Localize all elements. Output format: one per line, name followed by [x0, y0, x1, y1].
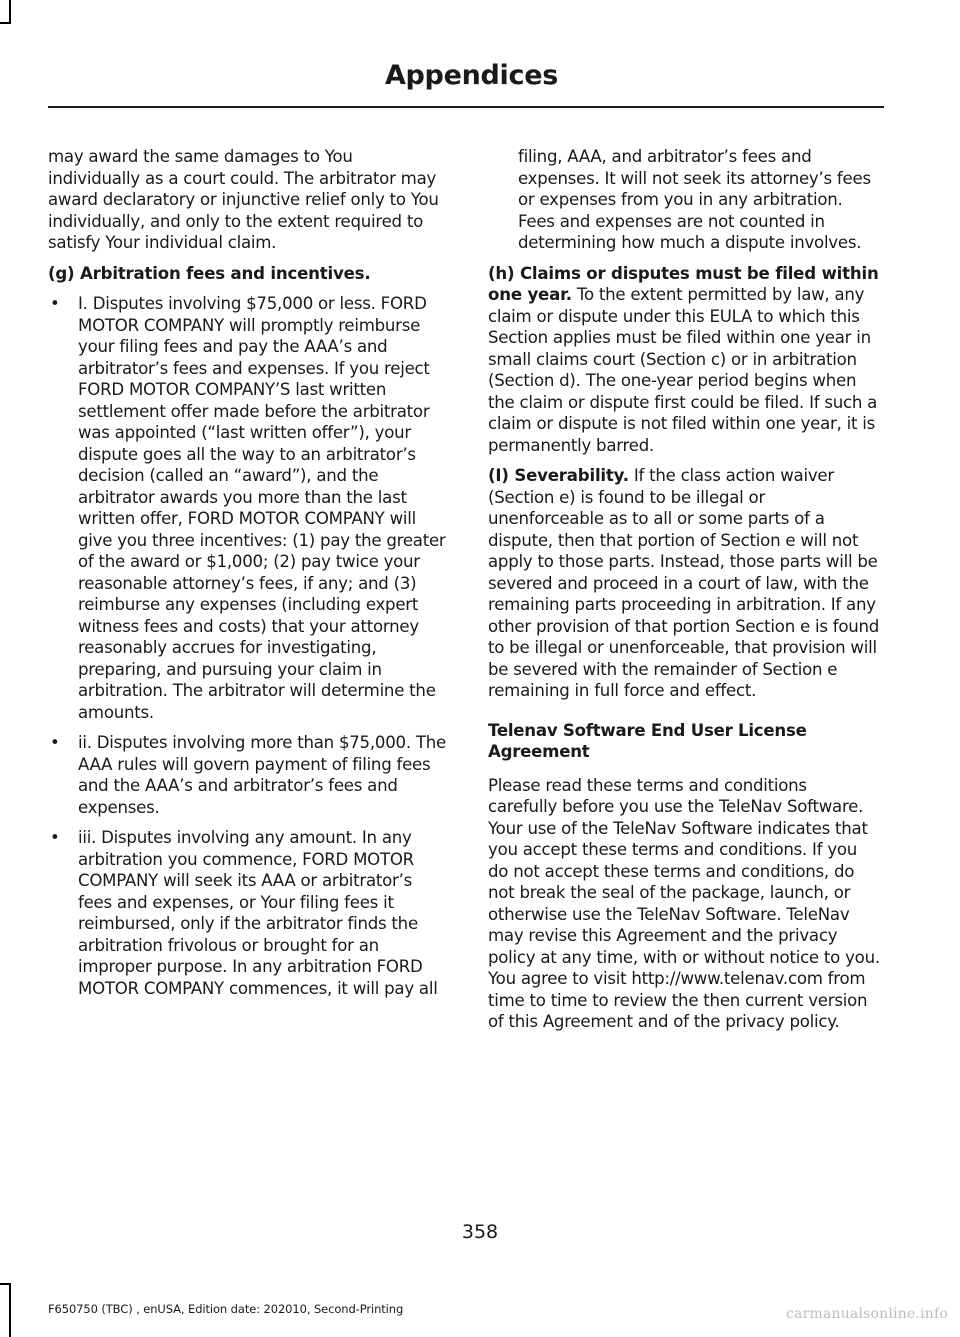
list-item — [48, 293, 446, 723]
bullet-marker: • — [50, 294, 60, 313]
crop-mark-bottom-left-vertical — [9, 1283, 11, 1337]
section-i-label: (I) Severability. — [488, 466, 629, 485]
crop-mark-top-left-vertical — [9, 0, 11, 22]
list-item-text: ii. Disputes involving more than $75,000. The AAA rules will govern payment of filing fees and the AAA’s and arbitrator’s fees and expenses. — [78, 733, 446, 817]
section-g-heading: (g) Arbitration fees and incentives. — [48, 263, 371, 283]
fee-bullet-list — [48, 293, 446, 999]
telenav-heading: Telenav Software End User License Agreement — [488, 720, 807, 761]
edition-footer: F650750 (TBC) , enUSA, Edition date: 202010, Second-Printing — [48, 1302, 404, 1316]
telenav-paragraph: Please read these terms and conditions carefully before you use the TeleNav Software. Your use of the TeleNav Software indicates that you accept these terms and conditions. If you do not accept these terms and conditions, do not break the seal of the package, launch, or otherwise use the TeleNav Software. TeleNav may revise this Agreement and the privacy policy at any time, with or without notice to you. You agree to visit http://www.telenav.com from time to time to review the then current version of this Agreement and of the privacy policy. — [488, 775, 880, 1031]
section-i-text: If the class action waiver (Section e) is found to be illegal or unenforceable as to all or some parts of a dispute, then that portion of Section e will not apply to those parts. Instead, those parts will be severed and proceed in a court of law, with the remaining parts proceeding in arbitration. If any other provision of that portion Section e is found to be illegal or unenforceable, that provision will be severed with the remainder of Section e remaining in full force and effect. — [488, 466, 880, 700]
list-item-text: I. Disputes involving $75,000 or less. FORD MOTOR COMPANY will promptly reimburse your filing fees and pay the AAA’s and arbitrator’s fees and expenses. If you reject FORD MOTOR COMPANY’S last written settlement offer made before the arbitrator was appointed (“last written offer”), your dispute goes all the way to an arbitrator’s decision (called an “award”), and the arbitrator awards you more than the last written offer, FORD MOTOR COMPANY will give you three incentives: (1) pay the greater of the award or $1,000; (2) pay twice your reasonable attorney’s fees, if any; and (3) reimburse any expenses (including expert witness fees and costs) that your attorney reasonably accrues for investigating, preparing, and pursuing your claim in arbitration. The arbitrator will determine the amounts. — [78, 294, 446, 722]
header-divider — [48, 106, 884, 108]
list-item — [48, 732, 446, 818]
bullet-marker: • — [50, 828, 60, 847]
list-item — [48, 827, 446, 999]
bullet-marker: • — [50, 733, 60, 752]
page-title: Appendices — [384, 60, 558, 91]
bullet-continuation: filing, AAA, and arbitrator’s fees and expenses. It will not seek its attorney’s fees or expenses from you in any arbitration. Fees and expenses are not counted in determining how much a dispute involves. — [518, 147, 871, 252]
intro-paragraph: may award the same damages to You individually as a court could. The arbitrator may award declaratory or injunctive relief only to You individually, and only to the extent required to satisfy Your individual claim. — [48, 147, 439, 252]
section-h-label: (h) Claims or disputes must be filed within one year. — [488, 263, 879, 304]
section-i-paragraph — [488, 465, 880, 702]
right-column — [488, 146, 880, 1042]
section-h-paragraph — [488, 263, 880, 457]
list-item-text: iii. Disputes involving any amount. In any arbitration you commence, FORD MOTOR COMPANY will seek its AAA or arbitrator’s fees and expenses, or Your filing fees it reimbursed, only if the arbitrator finds the arbitration frivolous or brought for an improper purpose. In any arbitration FORD MOTOR COMPANY commences, it will pay all — [78, 828, 438, 998]
section-h-text: To the extent permitted by law, any claim or dispute under this EULA to which this Section applies must be filed within one year in small claims court (Section c) or in arbitration (Section d). The one-year period begins when the claim or dispute first could be filed. If such a claim or dispute is not filed within one year, it is permanently barred. — [488, 285, 878, 455]
page-number: 358 — [461, 1221, 499, 1243]
watermark: carmanualsonline.info — [785, 1306, 948, 1322]
left-column — [48, 146, 446, 1008]
crop-mark-top-left-horizontal — [0, 22, 11, 24]
crop-mark-bottom-left-horizontal — [0, 1283, 11, 1285]
